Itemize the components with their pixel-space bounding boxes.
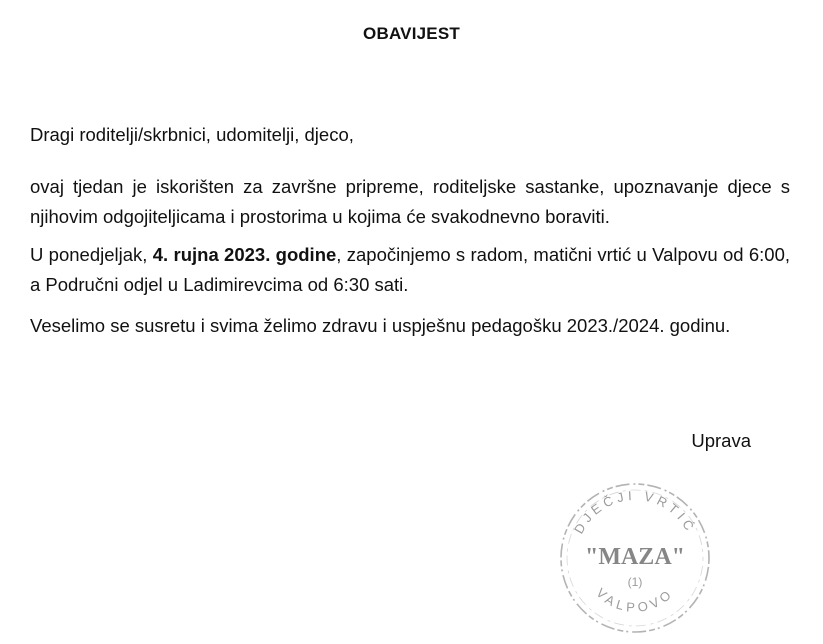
- kindergarten-stamp: [555, 478, 715, 638]
- start-date-text-after: , započinjemo s radom, matični vrtić u Valpovu od 6:00, a Područni odjel u Ladimirevcima od 6:30 sati.: [30, 244, 790, 295]
- stamp-number-text: (1): [627, 575, 643, 589]
- document-title: OBAVIJEST: [363, 24, 460, 43]
- stamp-top-text: DJEČJI VRTIĆ: [571, 487, 699, 537]
- paragraph-wishes: Veselimo se susretu i svima želimo zdravu i uspješnu pedagošku 2023./2024. godinu.: [30, 315, 731, 336]
- paragraph-start-date: [30, 240, 790, 300]
- stamp-bottom-text: VALPOVO: [593, 585, 677, 615]
- start-date-bold: 4. rujna 2023. godine: [152, 244, 337, 265]
- signature-uprava: Uprava: [691, 430, 751, 451]
- start-date-text-before: U ponedjeljak,: [30, 244, 153, 265]
- greeting-line: Dragi roditelji/skrbnici, udomitelji, djeco,: [30, 124, 354, 145]
- paragraph-preparations: ovaj tjedan je iskorišten za završne pripreme, roditeljske sastanke, upoznavanje djece s njihovim odgojiteljicama i prostorima u kojima će svakodnevno boraviti.: [30, 176, 790, 227]
- stamp-center-text: "MAZA": [585, 544, 685, 570]
